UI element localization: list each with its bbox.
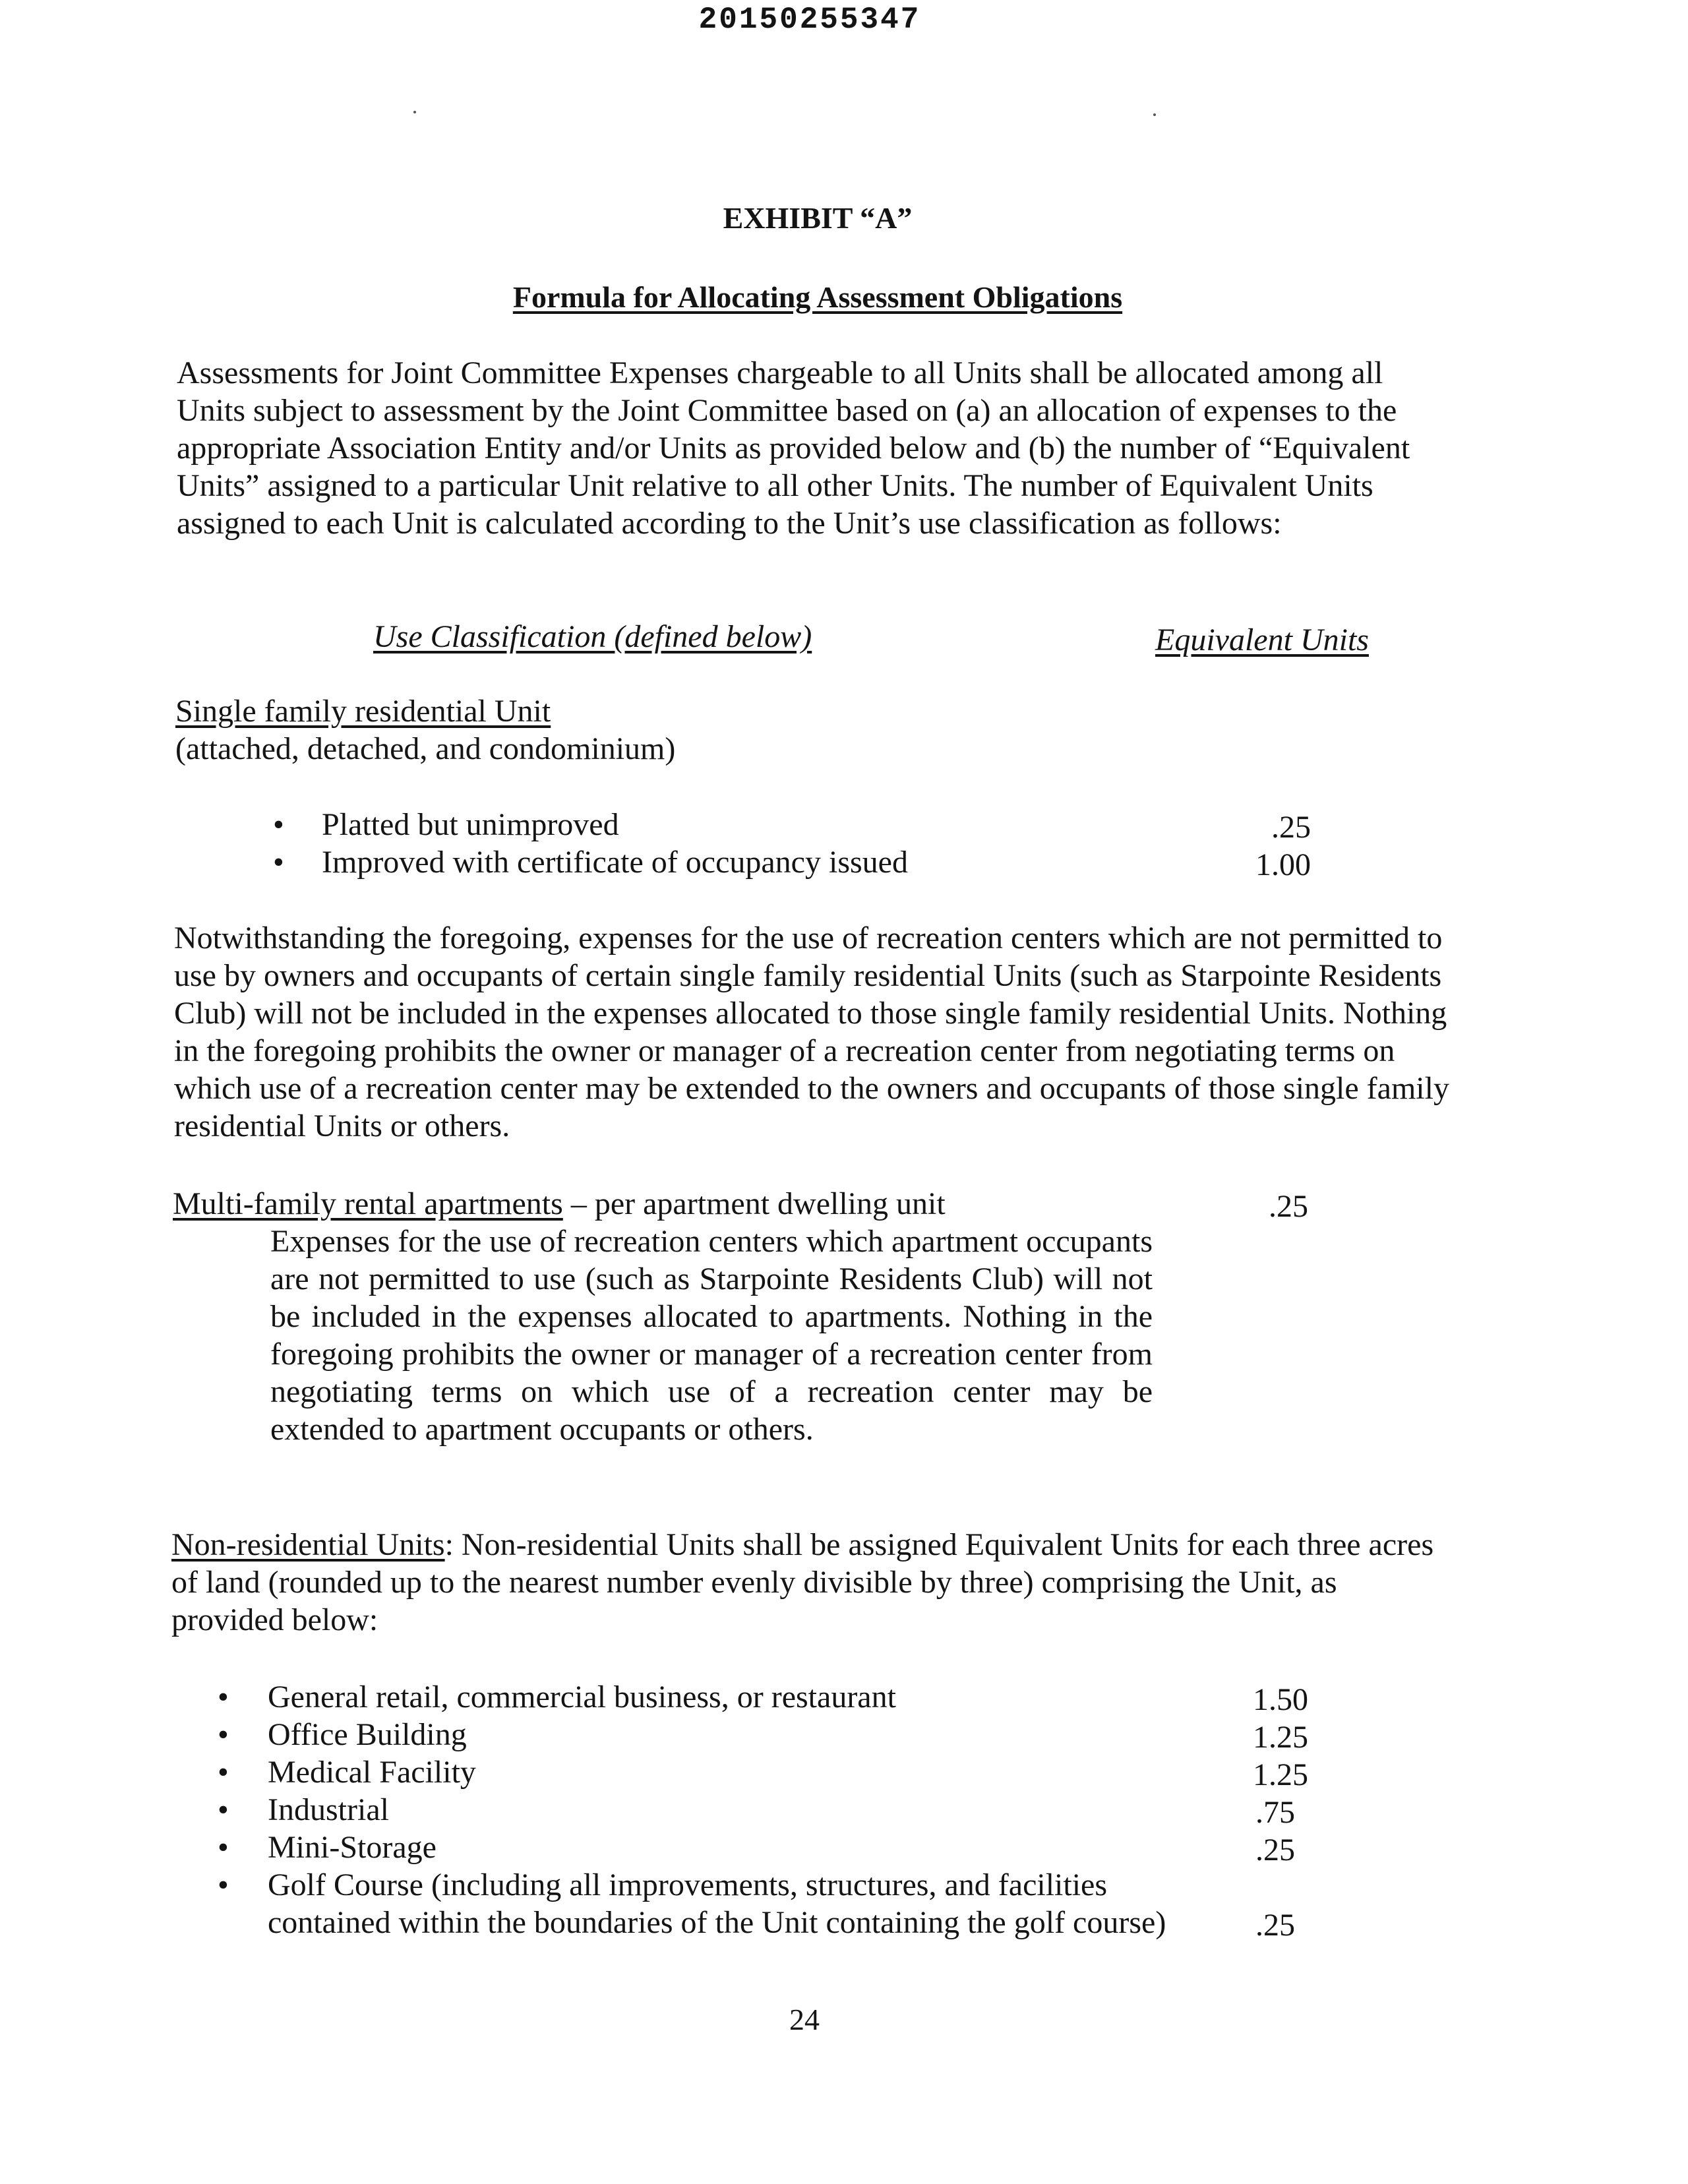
list-item-label: Medical Facility [268, 1755, 476, 1790]
single-family-heading: Single family residential Unit [175, 694, 551, 729]
list-item-label: General retail, commercial business, or restaurant [268, 1680, 896, 1714]
bullet-icon: • [273, 807, 284, 842]
list-item-label: Office Building [268, 1717, 467, 1752]
list-item-value: .25 [1255, 1908, 1295, 1943]
list-item-value: 1.25 [1253, 1757, 1308, 1792]
formula-title: Formula for Allocating Assessment Obligations [512, 280, 1123, 314]
bullet-icon: • [218, 1867, 229, 1902]
single-family-subheading: (attached, detached, and condominium) [175, 731, 676, 766]
list-item-value: 1.25 [1253, 1720, 1308, 1755]
document-number: 20150255347 [698, 3, 921, 37]
multi-family-heading-suffix: – per apartment dwelling unit [562, 1186, 946, 1221]
list-item-value: .25 [1271, 810, 1311, 845]
non-residential-intro: : Non-residential Units shall be assigned Equivalent Units for each three acres of land (rounded up to the nearest number evenly divisible by three) comprising the Unit, as provided below: [171, 1527, 1434, 1637]
bullet-icon: • [218, 1792, 229, 1827]
non-residential-heading: Non-residential Units [171, 1527, 445, 1562]
list-item-value: .75 [1255, 1795, 1295, 1830]
column-header-equivalent-units: Equivalent Units [1155, 622, 1369, 657]
list-item-label-continued: contained within the boundaries of the Unit containing the golf course) [268, 1905, 1166, 1940]
exhibit-title: EXHIBIT “A” [723, 201, 913, 235]
list-item-label: Industrial [268, 1792, 389, 1827]
multi-family-heading: Multi-family rental apartments [173, 1186, 563, 1221]
list-item-value: 1.00 [1255, 847, 1311, 882]
bullet-icon: • [218, 1755, 229, 1790]
page-number: 24 [789, 2003, 820, 2036]
multi-family-note: Expenses for the use of recreation centers which apartment occupants are not permitted to use (such as Starpointe Residents Club) will not be included in the expenses allocated to apartments. Nothing in the foregoing prohibits the owner or manager of a recreation center from negotiating terms on which use of a recreation center may be extended to apartment occupants or others. [270, 1224, 1153, 1447]
bullet-icon: • [218, 1680, 229, 1714]
column-header-use-classification: Use Classification (defined below) [373, 619, 812, 654]
bullet-icon: • [218, 1830, 229, 1865]
list-item-value: 1.50 [1253, 1682, 1308, 1717]
scan-speck [413, 111, 416, 113]
scan-speck [1153, 113, 1156, 116]
bullet-icon: • [218, 1717, 229, 1752]
list-item-label: Golf Course (including all improvements, structures, and facilities [268, 1867, 1108, 1902]
non-residential-paragraph [171, 1526, 1437, 1639]
notwithstanding-paragraph: Notwithstanding the foregoing, expenses for the use of recreation centers which are not permitted to use by owners and occupants of certain single family residential Units (such as Starpointe Residents Club) will not be included in the expenses allocated to those single family residential Units. Nothing in the foregoing prohibits the owner or manager of a recreation center from negotiating terms on which use of a recreation center may be extended to the owners and occupants of those single family residential Units or others. [174, 921, 1449, 1143]
bullet-icon: • [273, 845, 284, 880]
multi-family-value: .25 [1269, 1189, 1308, 1224]
list-item-label: Mini-Storage [268, 1830, 437, 1865]
list-item-value: .25 [1255, 1833, 1295, 1867]
list-item-label: Platted but unimproved [322, 807, 619, 842]
intro-paragraph: Assessments for Joint Committee Expenses chargeable to all Units shall be allocated among all Units subject to assessment by the Joint Committee based on (a) an allocation of expenses to the appropriate Association Entity and/or Units as provided below and (b) the number of “Equivalent Units” assigned to a particular Unit relative to all other Units. The number of Equivalent Units assigned to each Unit is calculated according to the Unit’s use classification as follows: [177, 355, 1410, 541]
multi-family-line [173, 1185, 946, 1223]
list-item-label: Improved with certificate of occupancy issued [322, 845, 908, 880]
